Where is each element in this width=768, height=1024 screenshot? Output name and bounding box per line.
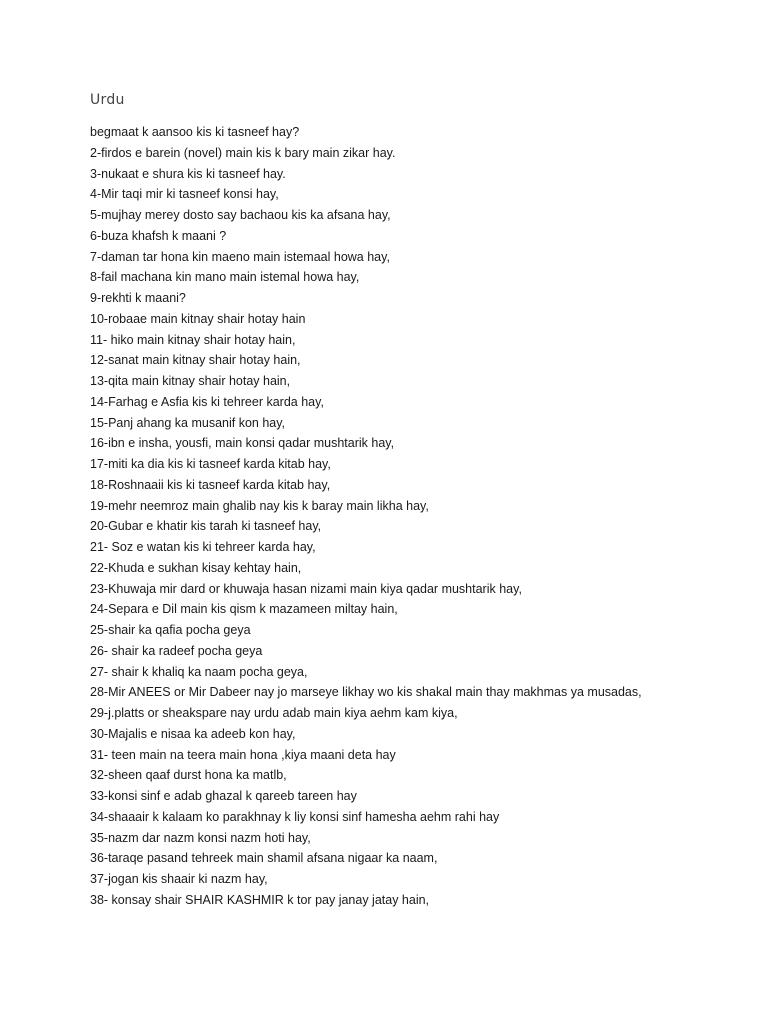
question-line: 13-qita main kitnay shair hotay hain, <box>90 374 291 388</box>
question-line: 16-ibn e insha, yousfi, main konsi qadar mushtarik hay, <box>90 436 395 451</box>
question-line: 21- Soz e watan kis ki tehreer karda hay, <box>90 540 316 554</box>
question-line: 11- hiko main kitnay shair hotay hain, <box>90 332 296 347</box>
question-line: 36-taraqe pasand tehreek main shamil afsana nigaar ka naam, <box>90 851 438 866</box>
question-line: 20-Gubar e khatir kis tarah ki tasneef hay, <box>90 519 322 534</box>
question-line: 23-Khuwaja mir dard or khuwaja hasan nizami main kiya qadar mushtarik hay, <box>90 581 522 596</box>
question-line: 34-shaaair k kalaam ko parakhnay k liy konsi sinf hamesha aehm rahi hay <box>90 809 500 824</box>
question-line: 35-nazm dar nazm konsi nazm hoti hay, <box>90 830 311 845</box>
question-line: 31- teen main na teera main hona ,kiya maani deta hay <box>90 747 396 762</box>
question-line: 18-Roshnaaii kis ki tasneef karda kitab hay, <box>90 477 331 492</box>
page-heading: Urdu <box>90 92 125 108</box>
question-line: 14-Farhag e Asfia kis ki tehreer karda hay, <box>90 394 324 409</box>
question-line: 2-firdos e barein (novel) main kis k bary main zikar hay. <box>90 145 396 160</box>
question-line: 32-sheen qaaf durst hona ka matlb, <box>90 768 287 783</box>
question-line: 19-mehr neemroz main ghalib nay kis k baray main likha hay, <box>90 498 429 513</box>
question-line: 9-rekhti k maani? <box>90 291 186 305</box>
question-line: 27- shair k khaliq ka naam pocha geya, <box>90 664 308 679</box>
question-line: 29-j.platts or sheakspare nay urdu adab main kiya aehm kam kiya, <box>90 706 458 720</box>
question-line: 24-Separa e Dil main kis qism k mazameen miltay hain, <box>90 602 398 617</box>
question-line: 26- shair ka radeef pocha geya <box>90 643 263 658</box>
question-line: 15-Panj ahang ka musanif kon hay, <box>90 415 286 430</box>
question-line: 4-Mir taqi mir ki tasneef konsi hay, <box>90 187 279 202</box>
question-line: 28-Mir ANEES or Mir Dabeer nay jo marseye likhay wo kis shakal main thay makhmas ya musadas, <box>90 685 642 700</box>
question-line: 38- konsay shair SHAIR KASHMIR k tor pay janay jatay hain, <box>90 892 430 907</box>
question-line: 3-nukaat e shura kis ki tasneef hay. <box>90 166 286 181</box>
question-list <box>90 122 750 911</box>
question-line: 25-shair ka qafia pocha geya <box>90 623 251 637</box>
question-line: 8-fail machana kin mano main istemal howa hay, <box>90 270 360 285</box>
question-line: 12-sanat main kitnay shair hotay hain, <box>90 353 301 368</box>
question-line: 37-jogan kis shaair ki nazm hay, <box>90 872 268 886</box>
question-line: 6-buza khafsh k maani ? <box>90 228 227 243</box>
question-line: 7-daman tar hona kin maeno main istemaal howa hay, <box>90 249 390 264</box>
question-line: 30-Majalis e nisaa ka adeeb kon hay, <box>90 726 296 741</box>
question-line: 22-Khuda e sukhan kisay kehtay hain, <box>90 560 302 575</box>
question-line: 5-mujhay merey dosto say bachaou kis ka afsana hay, <box>90 208 391 222</box>
question-line: 10-robaae main kitnay shair hotay hain <box>90 311 306 326</box>
question-line: 33-konsi sinf e adab ghazal k qareeb tareen hay <box>90 789 357 803</box>
question-line: begmaat k aansoo kis ki tasneef hay? <box>90 125 300 139</box>
question-line: 17-miti ka dia kis ki tasneef karda kitab hay, <box>90 457 331 471</box>
